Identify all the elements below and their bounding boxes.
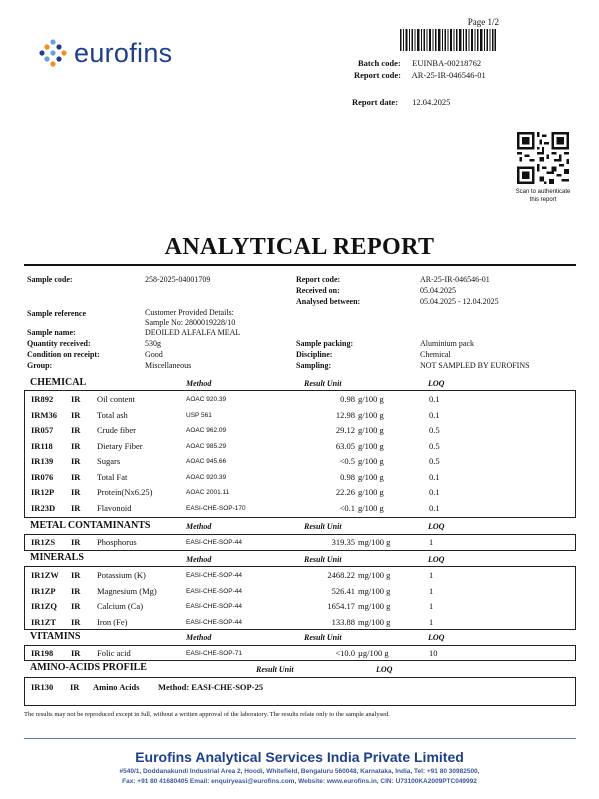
row-method: EASI-CHE-SOP-44 (186, 572, 242, 579)
table-row (25, 410, 575, 426)
row-method: AOAC 985.29 (186, 442, 227, 450)
meta-report-code-label: Report code: (296, 275, 341, 284)
barcode-icon (400, 29, 496, 51)
amino-parameter: Amino Acids (93, 682, 140, 692)
row-parameter: Calcium (Ca) (97, 601, 144, 611)
row-parameter: Protein(Nx6.25) (97, 487, 153, 497)
row-result: 133.88 (331, 616, 355, 627)
batch-code-line (358, 58, 481, 68)
row-result: 22.26 (335, 487, 355, 497)
batch-code-value: EUINBA-00218762 (412, 58, 482, 68)
row-method: EASI-CHE-SOP-44 (186, 539, 242, 546)
condition-value: Good (145, 350, 163, 359)
row-unit: µg/100 g (358, 648, 389, 658)
vitamins-loq-header: LOQ (428, 633, 445, 642)
row-lab: IR (71, 394, 81, 404)
row-lab: IR (71, 440, 81, 451)
table-row (25, 394, 575, 410)
footer-divider (24, 738, 576, 739)
table-row (25, 537, 575, 552)
row-result: 526.41 (331, 585, 355, 596)
sample-reference-line-2: Sample No: 2800019228/10 (145, 318, 236, 327)
condition-label: Condition on receipt: (27, 350, 100, 359)
row-result: <10.0 (335, 648, 355, 658)
row-unit: g/100 g (358, 409, 384, 420)
company-address-line-2: Fax: +91 80 41680405 Email: enquiryeasi@eurofins.com, Website: www.eurofins.in, CIN: U73100KA2009PTC049992 (122, 778, 477, 785)
row-result: 1654.17 (327, 601, 355, 611)
row-parameter: Oil content (97, 394, 136, 404)
metal-loq-header: LOQ (428, 522, 445, 531)
row-unit: mg/100 g (358, 616, 391, 627)
row-code: IR1ZS (31, 537, 56, 547)
row-unit: g/100 g (358, 440, 384, 451)
row-parameter: Iron (Fe) (97, 616, 128, 627)
row-parameter: Dietary Fiber (97, 440, 143, 451)
quantity-received-value: 530g (145, 339, 161, 348)
row-lab: IR (71, 585, 81, 596)
row-loq: 0.1 (429, 471, 440, 482)
row-loq: 0.5 (429, 440, 440, 451)
row-method: AOAC 2001.11 (186, 489, 230, 496)
row-parameter: Potassium (K) (97, 570, 146, 580)
table-row (25, 570, 575, 586)
row-code: IR198 (31, 648, 54, 658)
sample-name-label: Sample name: (27, 328, 76, 337)
company-name: Eurofins Analytical Services India Private Limited (135, 749, 464, 765)
row-result: <0.1 (339, 502, 355, 513)
row-method: AOAC 962.09 (186, 427, 227, 434)
row-parameter: Magnesium (Mg) (97, 585, 157, 596)
row-code: IR118 (31, 440, 53, 451)
row-unit: g/100 g (358, 394, 384, 404)
row-lab: IR (71, 456, 81, 466)
row-loq: 0.1 (429, 394, 440, 404)
row-unit: mg/100 g (358, 585, 391, 596)
table-row (25, 487, 575, 503)
row-method: AOAC 920.39 (186, 396, 227, 403)
row-code: IRM36 (31, 409, 57, 420)
qr-caption-line-1: Scan to authenticate (515, 189, 571, 195)
row-code: IR892 (31, 394, 54, 404)
amino-method: Method: EASI-CHE-SOP-25 (158, 682, 264, 692)
row-lab: IR (71, 601, 81, 611)
qr-caption-line-2: this report (529, 197, 557, 203)
eurofins-logo-mark-icon (38, 38, 68, 68)
minerals-result-header: Result Unit (304, 555, 342, 564)
sample-packing-label: Sample packing: (296, 339, 354, 348)
row-method: EASI-CHE-SOP-44 (186, 603, 242, 610)
discipline-label: Discipline: (296, 350, 333, 359)
row-result: 319.35 (331, 537, 355, 547)
amino-table (24, 677, 576, 706)
metal-section-title: METAL CONTAMINANTS (30, 520, 151, 531)
report-code-label: Report code: (354, 70, 401, 80)
row-unit: g/100 g (358, 456, 384, 466)
row-code: IR1ZQ (31, 601, 57, 611)
chemical-method-header: Method (186, 379, 212, 388)
row-unit: mg/100 g (358, 601, 391, 611)
eurofins-logo (38, 38, 172, 68)
report-date-line (352, 97, 450, 107)
row-result: 29.12 (335, 425, 355, 435)
analysed-between-value: 05.04.2025 - 12.04.2025 (420, 297, 499, 306)
row-loq: 0.5 (429, 425, 440, 435)
row-loq: 0.1 (429, 502, 440, 513)
row-lab: IR (71, 425, 81, 435)
row-loq: 1 (429, 585, 434, 596)
row-method: AOAC 945.66 (186, 458, 227, 465)
minerals-table (24, 566, 576, 630)
row-unit: mg/100 g (358, 570, 391, 580)
row-method: AOAC 920.39 (186, 473, 227, 481)
report-date-label: Report date: (352, 97, 399, 107)
chemical-loq-header: LOQ (428, 379, 445, 388)
table-row (25, 617, 575, 633)
row-code: IR057 (31, 425, 54, 435)
row-loq: 0.5 (429, 456, 440, 466)
sample-reference-line-1: Customer Provided Details: (145, 308, 234, 317)
title-divider (24, 264, 576, 266)
row-method: EASI-CHE-SOP-44 (186, 618, 242, 626)
row-method: USP 561 (186, 411, 212, 419)
row-result: 0.98 (340, 471, 355, 482)
row-lab: IR (71, 471, 81, 482)
sampling-value: NOT SAMPLED BY EUROFINS (420, 361, 530, 370)
chemical-result-header: Result Unit (304, 379, 342, 388)
vitamins-table (24, 645, 576, 661)
row-loq: 1 (429, 616, 434, 627)
table-row (25, 456, 575, 472)
chemical-section-title: CHEMICAL (30, 377, 87, 388)
row-parameter: Phosphorus (97, 537, 137, 547)
sample-name-value: DEOILED ALFALFA MEAL (145, 328, 241, 337)
logo-wordmark: eurofins (74, 37, 173, 68)
row-result: 0.98 (340, 394, 355, 404)
row-parameter: Crude fiber (97, 425, 136, 435)
metal-table (24, 534, 576, 551)
report-code-value: AR-25-IR-046546-01 (411, 70, 486, 80)
row-parameter: Folic acid (97, 648, 131, 658)
row-loq: 1 (429, 570, 434, 580)
metal-method-header: Method (186, 522, 212, 531)
minerals-loq-header: LOQ (428, 555, 445, 564)
row-parameter: Total ash (97, 409, 128, 420)
table-row (25, 601, 575, 617)
table-row (25, 472, 575, 488)
row-result: 12.98 (335, 409, 355, 420)
row-method: EASI-CHE-SOP-170 (186, 504, 246, 512)
qr-caption (506, 188, 580, 204)
row-lab: IR (71, 570, 81, 580)
row-result: 63.05 (335, 440, 355, 451)
sample-reference-label: Sample reference (27, 309, 87, 318)
report-title: ANALYTICAL REPORT (164, 234, 435, 260)
row-unit: mg/100 g (358, 537, 391, 547)
row-loq: 0.1 (429, 409, 440, 420)
amino-loq-header: LOQ (376, 665, 393, 674)
company-address-line-1: #540/1, Doddanakundi Industrial Area 2, Hoodi, Whitefield, Bengaluru 560048, Karnataka, India, Tel: +91 80 30982500, (119, 768, 480, 775)
vitamins-method-header: Method (186, 633, 212, 642)
row-lab: IR (71, 648, 81, 658)
row-method: EASI-CHE-SOP-71 (186, 650, 242, 657)
row-loq: 1 (429, 601, 434, 611)
metal-result-header: Result Unit (304, 522, 342, 531)
table-row (25, 425, 575, 441)
row-code: IR1ZT (31, 616, 57, 627)
amino-lab: IR (70, 682, 80, 692)
row-unit: g/100 g (358, 471, 384, 482)
report-code-line (354, 70, 486, 80)
row-lab: IR (71, 616, 81, 627)
row-method: EASI-CHE-SOP-44 (186, 587, 242, 595)
quantity-received-label: Quantity received: (27, 339, 91, 348)
amino-result-header: Result Unit (256, 665, 294, 674)
row-lab: IR (71, 487, 81, 497)
row-result: 2468.22 (327, 570, 355, 580)
batch-code-label: Batch code: (358, 58, 401, 68)
table-row (25, 441, 575, 457)
row-code: IR23D (31, 502, 56, 513)
row-lab: IR (71, 502, 81, 513)
row-unit: g/100 g (358, 502, 384, 513)
meta-report-code-value: AR-25-IR-046546-01 (420, 275, 490, 284)
vitamins-result-header: Result Unit (304, 633, 342, 642)
report-date-value: 12.04.2025 (412, 97, 451, 107)
amino-code: IR130 (31, 682, 54, 692)
sample-code-label: Sample code: (27, 275, 73, 284)
received-on-value: 05.04.2025 (420, 286, 456, 295)
disclaimer-footnote: The results may not be reproduced except in full, without a written approval of the laboratory. The results relate only to the sample analysed. (24, 711, 390, 718)
discipline-value: Chemical (420, 350, 451, 359)
table-row (25, 586, 575, 602)
sample-code-value: 258-2025-04001709 (145, 275, 211, 284)
row-loq: 0.1 (429, 487, 440, 497)
row-unit: g/100 g (358, 487, 384, 497)
row-parameter: Flavonoid (97, 502, 132, 513)
minerals-section-title: MINERALS (30, 552, 84, 563)
group-value: Miscellaneous (145, 361, 192, 370)
group-label: Group: (27, 361, 53, 370)
row-code: IR1ZW (31, 570, 59, 580)
row-code: IR12P (31, 487, 55, 497)
row-loq: 10 (429, 648, 438, 658)
page-number: Page 1/2 (467, 17, 499, 27)
table-row (25, 503, 575, 519)
row-unit: g/100 g (358, 425, 384, 435)
row-parameter: Sugars (97, 456, 121, 466)
row-parameter: Total Fat (97, 471, 128, 482)
chemical-table (24, 390, 576, 518)
vitamins-section-title: VITAMINS (30, 631, 81, 642)
qr-code-icon (517, 132, 569, 184)
table-row (25, 648, 575, 663)
minerals-method-header: Method (186, 555, 212, 564)
row-code: IR1ZP (31, 585, 56, 596)
row-lab: IR (71, 409, 81, 420)
row-lab: IR (71, 537, 81, 547)
row-loq: 1 (429, 537, 434, 547)
sampling-label: Sampling: (296, 361, 332, 370)
sample-packing-value: Aluminium pack (420, 339, 474, 348)
row-result: <0.5 (339, 456, 355, 466)
amino-section-title: AMINO-ACIDS PROFILE (30, 662, 147, 673)
row-code: IR076 (31, 471, 54, 482)
row-code: IR139 (31, 456, 54, 466)
analysed-between-label: Analysed between: (296, 297, 361, 306)
received-on-label: Received on: (296, 286, 340, 295)
